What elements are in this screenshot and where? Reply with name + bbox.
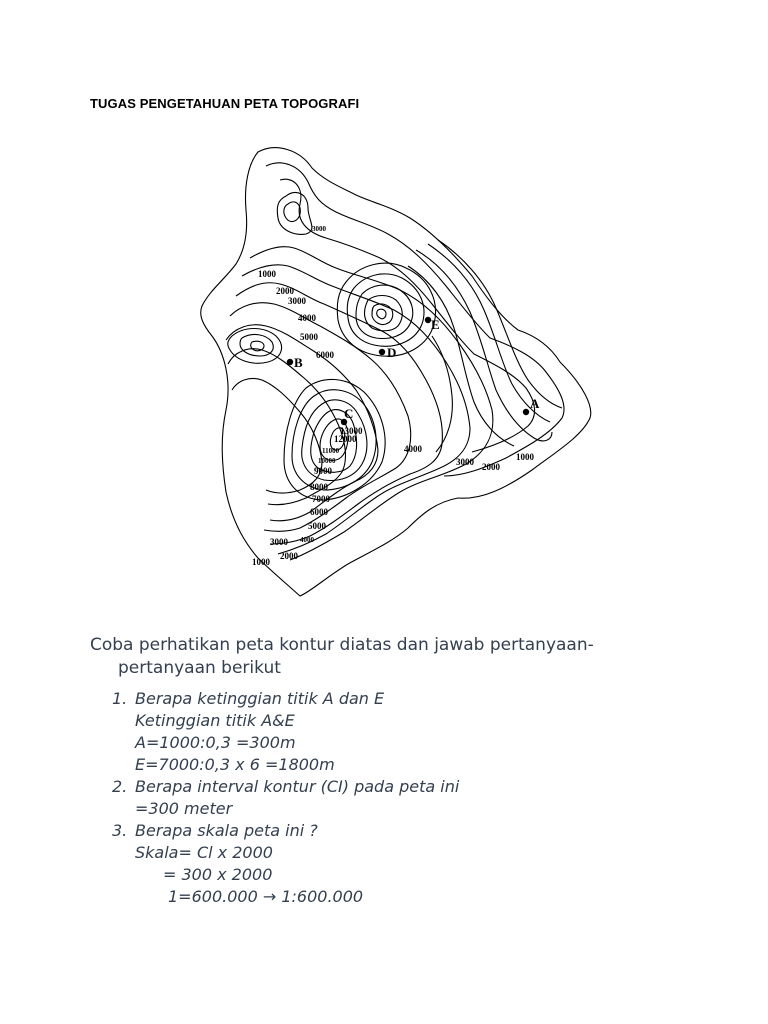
point-label-b: B	[294, 355, 303, 370]
contour-label: 2000	[280, 551, 298, 561]
contour-label: 4000	[404, 444, 422, 454]
contour-label: 4000	[300, 536, 314, 544]
contour-label: 13000	[340, 426, 363, 436]
answer-line: = 300 x 2000	[163, 865, 273, 884]
contour-label: 7000	[312, 494, 330, 504]
question-number: 2.	[112, 777, 128, 796]
instructions-line-1: Coba perhatikan peta kontur diatas dan jawab pertanyaan-	[90, 635, 594, 655]
contour-label: 5000	[300, 332, 318, 342]
contour-label: 3000	[270, 537, 288, 547]
answer-line: E=7000:0,3 x 6 =1800m	[135, 755, 335, 774]
question-text: Berapa skala peta ini ?	[135, 821, 318, 840]
coastline	[201, 148, 591, 596]
answer-line: A=1000:0,3 =300m	[135, 733, 296, 752]
question-item	[112, 776, 459, 820]
contour-label: 6000	[310, 507, 328, 517]
contour-label: 11000	[322, 447, 340, 455]
question-number: 3.	[112, 821, 128, 840]
question-text: Berapa ketinggian titik A dan E	[135, 689, 385, 708]
page-title: TUGAS PENGETAHUAN PETA TOPOGRAFI	[90, 96, 360, 111]
contour-label: 3000	[288, 296, 306, 306]
instructions	[90, 634, 690, 680]
contour-label: 1000	[516, 452, 534, 462]
contour-label: 3000	[456, 457, 474, 467]
contour-label: 12000	[334, 434, 357, 444]
contour-label: 6000	[316, 350, 334, 360]
contour-label: 10000	[318, 457, 336, 465]
question-number: 1.	[112, 689, 128, 708]
answer-line: =300 meter	[135, 799, 233, 818]
question-item	[112, 820, 459, 908]
instructions-line-2: pertanyaan berikut	[118, 658, 281, 678]
answer-line: Skala= Cl x 2000	[135, 843, 273, 862]
contour-label: 9000	[314, 466, 332, 476]
question-list	[112, 688, 459, 908]
contour-label: 4000	[298, 313, 316, 323]
question-text: Berapa interval kontur (CI) pada peta ini	[135, 777, 460, 796]
answer-line: Ketinggian titik A&E	[135, 711, 295, 730]
point-label-e: E	[431, 317, 440, 332]
contour-label: 3000	[312, 225, 326, 233]
point-label-d: D	[387, 345, 397, 360]
contour-label: 2000	[276, 286, 294, 296]
contour-label: 1000	[252, 557, 270, 567]
point-label-a: A	[530, 396, 540, 411]
answer-line: 1=600.000 → 1:600.000	[168, 887, 364, 906]
contour-label: 8000	[310, 482, 328, 492]
point-label-c: C	[344, 406, 354, 421]
contour-label: 5000	[308, 521, 326, 531]
question-item	[112, 688, 459, 776]
contour-label: 1000	[258, 269, 276, 279]
contour-label: 2000	[482, 462, 500, 472]
topographic-contour-map	[196, 140, 596, 600]
